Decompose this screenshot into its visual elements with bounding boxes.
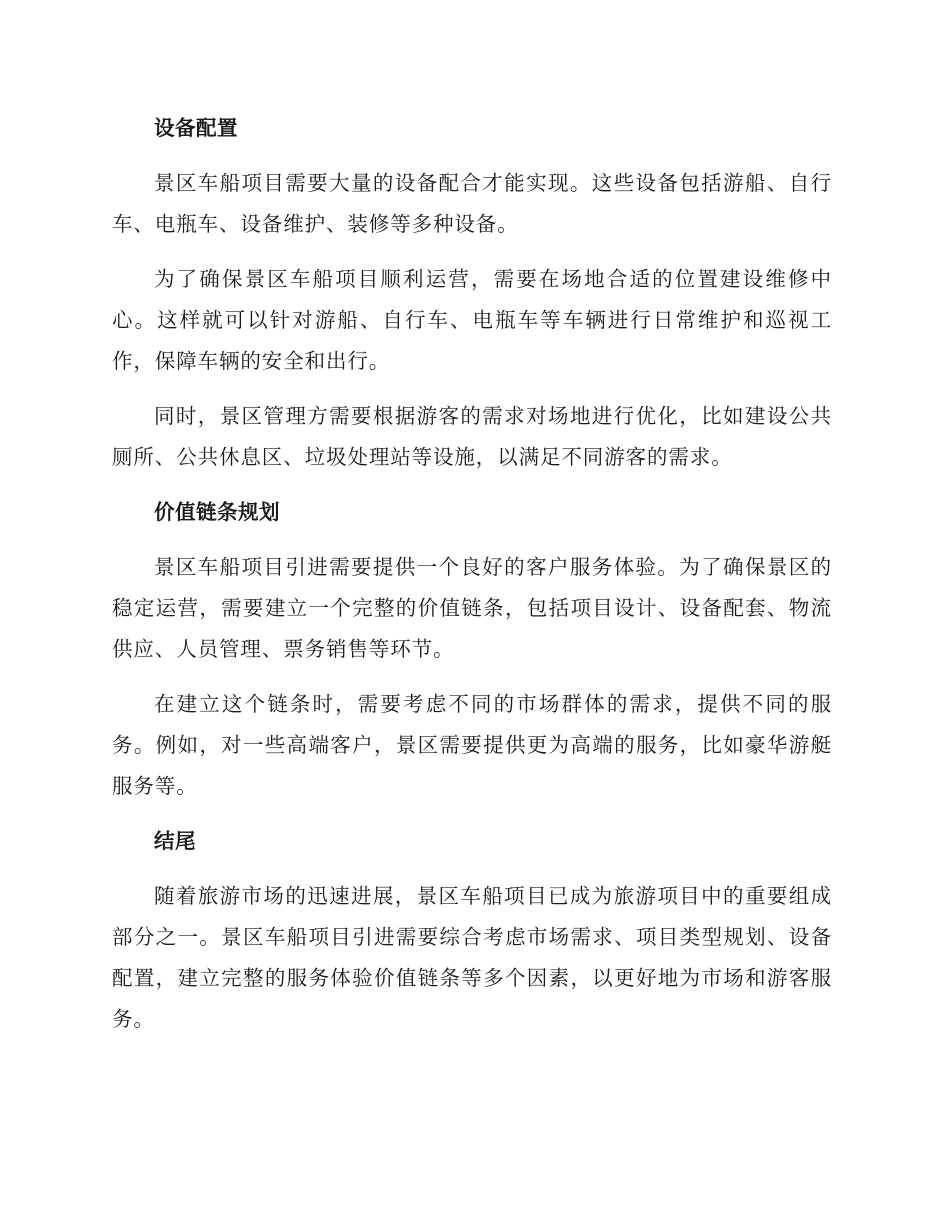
section-heading-value-chain: 价值链条规划 (154, 500, 280, 524)
section-heading-equipment: 设备配置 (154, 116, 238, 140)
paragraph: 景区车船项目引进需要提供一个良好的客户服务体验。为了确保景区的稳定运营，需要建立一个完整的价值链条，包括项目设计、设备配套、物流供应、人员管理、票务销售等环节。 (112, 555, 832, 661)
document-page (112, 108, 832, 1054)
paragraph: 在建立这个链条时，需要考虑不同的市场群体的需求，提供不同的服务。例如，对一些高端客户，景区需要提供更为高端的服务，比如豪华游艇服务等。 (112, 692, 832, 798)
paragraph: 景区车船项目需要大量的设备配合才能实现。这些设备包括游船、自行车、电瓶车、设备维护、装修等多种设备。 (112, 171, 832, 236)
paragraph: 同时，景区管理方需要根据游客的需求对场地进行优化，比如建设公共厕所、公共休息区、垃圾处理站等设施，以满足不同游客的需求。 (112, 404, 832, 469)
paragraph: 随着旅游市场的迅速进展，景区车船项目已成为旅游项目中的重要组成部分之一。景区车船项目引进需要综合考虑市场需求、项目类型规划、设备配置，建立完整的服务体验价值链条等多个因素，以更好地为市场和游客服务。 (112, 884, 832, 1031)
paragraph: 为了确保景区车船项目顺利运营，需要在场地合适的位置建设维修中心。这样就可以针对游船、自行车、电瓶车等车辆进行日常维护和巡视工作，保障车辆的安全和出行。 (112, 267, 832, 373)
section-heading-conclusion: 结尾 (154, 829, 196, 853)
